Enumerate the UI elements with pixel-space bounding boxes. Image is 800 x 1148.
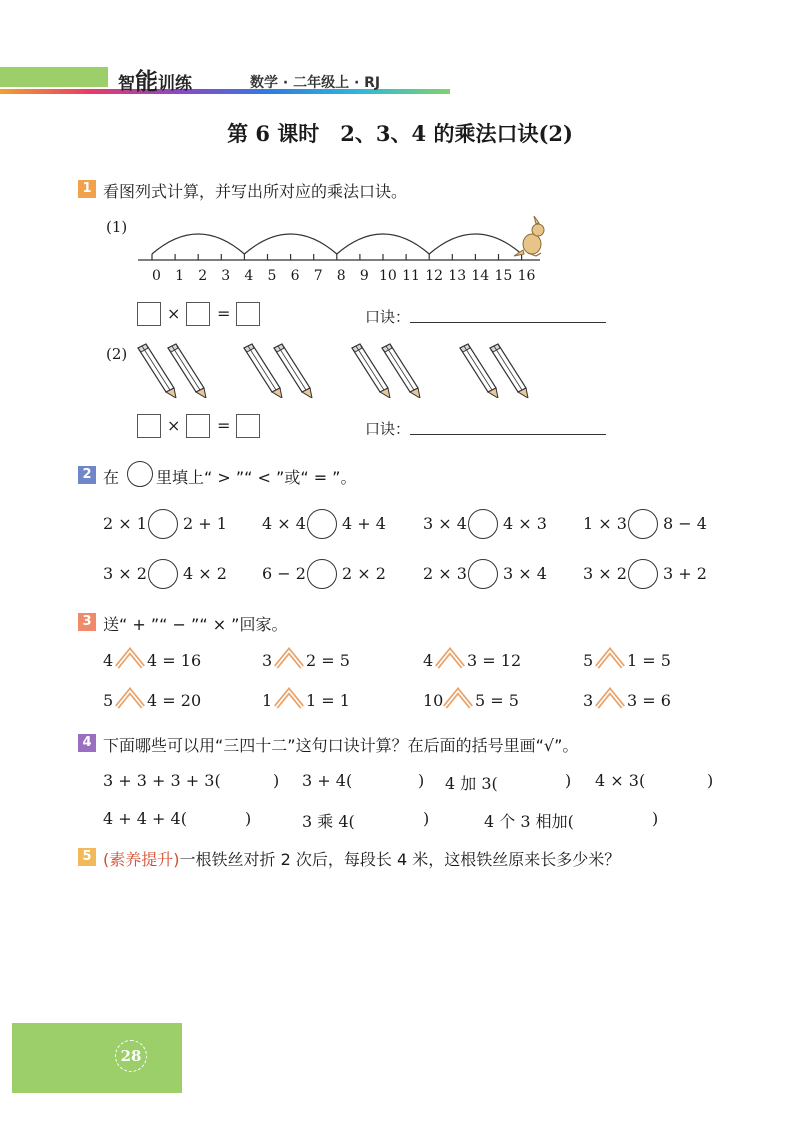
q1-2-factor-b-box[interactable] xyxy=(186,414,210,438)
q2-left-expression: 2 × 1 xyxy=(103,514,147,533)
q2-compare-circle[interactable] xyxy=(148,509,178,539)
q2-right-expression: 4 + 4 xyxy=(342,514,386,533)
question-2-text-b: 里填上“ > ”“ < ”或“ = ”。 xyxy=(156,468,357,487)
question-number-2: 2 xyxy=(78,466,96,484)
q4-option-5: 4 + 4 + 4( xyxy=(103,809,187,828)
q3-right-expression: 4 = 16 xyxy=(147,651,202,670)
q1-1-koujue-answer-line[interactable] xyxy=(410,322,606,323)
q2-right-expression: 4 × 3 xyxy=(503,514,547,533)
q4-option-7-close: ) xyxy=(652,809,659,828)
q3-right-expression: 1 = 5 xyxy=(627,651,671,670)
tick-label: 12 xyxy=(425,268,444,284)
q4-option-6-close: ) xyxy=(423,809,430,828)
house-roof-icon[interactable] xyxy=(595,647,625,669)
tick-label: 11 xyxy=(402,268,420,284)
question-2-text-a: 在 xyxy=(103,468,120,487)
q3-right-expression: 2 = 5 xyxy=(306,651,350,670)
koujue-label: 口诀： xyxy=(365,308,411,326)
tick-label: 7 xyxy=(313,268,323,284)
q4-option-3-close: ) xyxy=(565,771,572,790)
q3-left-number: 5 xyxy=(583,651,594,670)
q3-right-expression: 1 = 1 xyxy=(306,691,350,710)
q5-tag: (素养提升) xyxy=(103,850,180,869)
q2-compare-circle[interactable] xyxy=(468,559,498,589)
tick-label: 9 xyxy=(359,268,369,284)
question-number-1: 1 xyxy=(78,180,96,198)
koujue-label: 口诀： xyxy=(365,420,411,438)
tick-label: 0 xyxy=(152,268,161,284)
jump-arc xyxy=(244,234,336,254)
tick-label: 14 xyxy=(471,268,490,284)
tick-label: 2 xyxy=(198,268,208,284)
jump-arc xyxy=(337,234,429,254)
lesson-title: 第 6 课时 2、3、4 的乘法口诀(2) xyxy=(227,121,573,146)
tick-label: 16 xyxy=(517,268,536,284)
circle-icon xyxy=(127,461,153,487)
q2-right-expression: 3 × 4 xyxy=(503,564,547,583)
q2-right-expression: 2 + 1 xyxy=(183,514,227,533)
q4-option-2-close: ) xyxy=(418,771,425,790)
q2-right-expression: 4 × 2 xyxy=(183,564,227,583)
q1-2-factor-a-box[interactable] xyxy=(137,414,161,438)
tick-label: 5 xyxy=(267,268,277,284)
q3-left-number: 5 xyxy=(103,691,114,710)
page-number-bar xyxy=(12,1023,182,1093)
jump-arc xyxy=(152,234,244,254)
question-4-text: 下面哪些可以用“三四十二”这句口诀计算？在后面的括号里画“√”。 xyxy=(103,736,579,755)
question-number-4: 4 xyxy=(78,734,96,752)
q4-option-2: 3 + 4( xyxy=(302,771,353,790)
q4-option-1: 3 + 3 + 3 + 3( xyxy=(103,771,221,790)
pencil-groups xyxy=(128,340,548,398)
tick-label: 6 xyxy=(290,268,300,284)
q2-compare-circle[interactable] xyxy=(628,509,658,539)
times-sign: × xyxy=(167,416,181,435)
q3-left-number: 3 xyxy=(262,651,273,670)
q4-option-7: 4 个 3 相加( xyxy=(484,812,574,831)
q2-compare-circle[interactable] xyxy=(148,559,178,589)
jump-arc xyxy=(429,234,521,254)
number-line-labels xyxy=(137,268,557,288)
tick-label: 10 xyxy=(379,268,397,284)
house-roof-icon[interactable] xyxy=(443,687,473,709)
q3-left-number: 4 xyxy=(103,651,114,670)
tick-label: 3 xyxy=(221,268,231,284)
q4-option-4: 4 × 3( xyxy=(595,771,646,790)
house-roof-icon[interactable] xyxy=(115,647,145,669)
q2-left-expression: 6 − 2 xyxy=(262,564,306,583)
question-number-3: 3 xyxy=(78,613,96,631)
q2-compare-circle[interactable] xyxy=(628,559,658,589)
header-green-bar xyxy=(0,67,108,87)
q2-compare-circle[interactable] xyxy=(307,509,337,539)
subject-label: 数学 · 二年级上 · RJ xyxy=(250,75,381,91)
q1-1-factor-a-box[interactable] xyxy=(137,302,161,326)
question-5-text: (素养提升)一根铁丝对折 2 次后，每段长 4 米，这根铁丝原来长多少米？ xyxy=(103,850,621,869)
q2-left-expression: 2 × 3 xyxy=(423,564,467,583)
q1-2-product-box[interactable] xyxy=(236,414,260,438)
question-3-text: 送“ + ”“ − ”“ × ”回家。 xyxy=(103,615,288,634)
q3-right-expression: 3 = 12 xyxy=(467,651,522,670)
tick-label: 4 xyxy=(244,268,254,284)
q4-option-1-close: ) xyxy=(273,771,280,790)
house-roof-icon[interactable] xyxy=(115,687,145,709)
q1-2-koujue-answer-line[interactable] xyxy=(410,434,606,435)
q4-option-3: 4 加 3( xyxy=(445,774,498,793)
house-roof-icon[interactable] xyxy=(274,647,304,669)
q2-left-expression: 3 × 4 xyxy=(423,514,467,533)
q3-left-number: 1 xyxy=(262,691,273,710)
q2-right-expression: 8 − 4 xyxy=(663,514,707,533)
equals-sign: = xyxy=(217,304,231,323)
tick-label: 15 xyxy=(494,268,513,284)
house-roof-icon[interactable] xyxy=(435,647,465,669)
house-roof-icon[interactable] xyxy=(274,687,304,709)
question-number-5: 5 xyxy=(78,848,96,866)
tick-label: 1 xyxy=(175,268,185,284)
q4-option-5-close: ) xyxy=(245,809,252,828)
q4-option-6: 3 乘 4( xyxy=(302,812,355,831)
question-1-text: 看图列式计算，并写出所对应的乘法口诀。 xyxy=(103,182,408,201)
q2-right-expression: 3 + 2 xyxy=(663,564,707,583)
equals-sign: = xyxy=(217,416,231,435)
page-number: 28 xyxy=(115,1040,147,1072)
q2-left-expression: 3 × 2 xyxy=(103,564,147,583)
q2-right-expression: 2 × 2 xyxy=(342,564,386,583)
q3-left-number: 10 xyxy=(423,691,444,710)
q3-right-expression: 3 = 6 xyxy=(627,691,671,710)
q1-part2-label: (2) xyxy=(106,345,128,363)
header-rainbow-rule xyxy=(0,89,450,94)
house-roof-icon[interactable] xyxy=(595,687,625,709)
q3-left-number: 3 xyxy=(583,691,594,710)
q3-left-number: 4 xyxy=(423,651,434,670)
q3-right-expression: 5 = 5 xyxy=(475,691,519,710)
tick-label: 13 xyxy=(448,268,467,284)
tick-label: 8 xyxy=(336,268,346,284)
q1-1-factor-b-box[interactable] xyxy=(186,302,210,326)
kangaroo-icon xyxy=(514,216,544,256)
q1-1-product-box[interactable] xyxy=(236,302,260,326)
q4-option-4-close: ) xyxy=(707,771,714,790)
brand-logo: 智能训练 xyxy=(118,69,192,95)
q2-left-expression: 3 × 2 xyxy=(583,564,627,583)
q2-left-expression: 1 × 3 xyxy=(583,514,627,533)
q3-right-expression: 4 = 20 xyxy=(147,691,202,710)
q2-left-expression: 4 × 4 xyxy=(262,514,306,533)
q1-part1-label: (1) xyxy=(106,218,128,236)
q2-compare-circle[interactable] xyxy=(468,509,498,539)
q2-compare-circle[interactable] xyxy=(307,559,337,589)
times-sign: × xyxy=(167,304,181,323)
